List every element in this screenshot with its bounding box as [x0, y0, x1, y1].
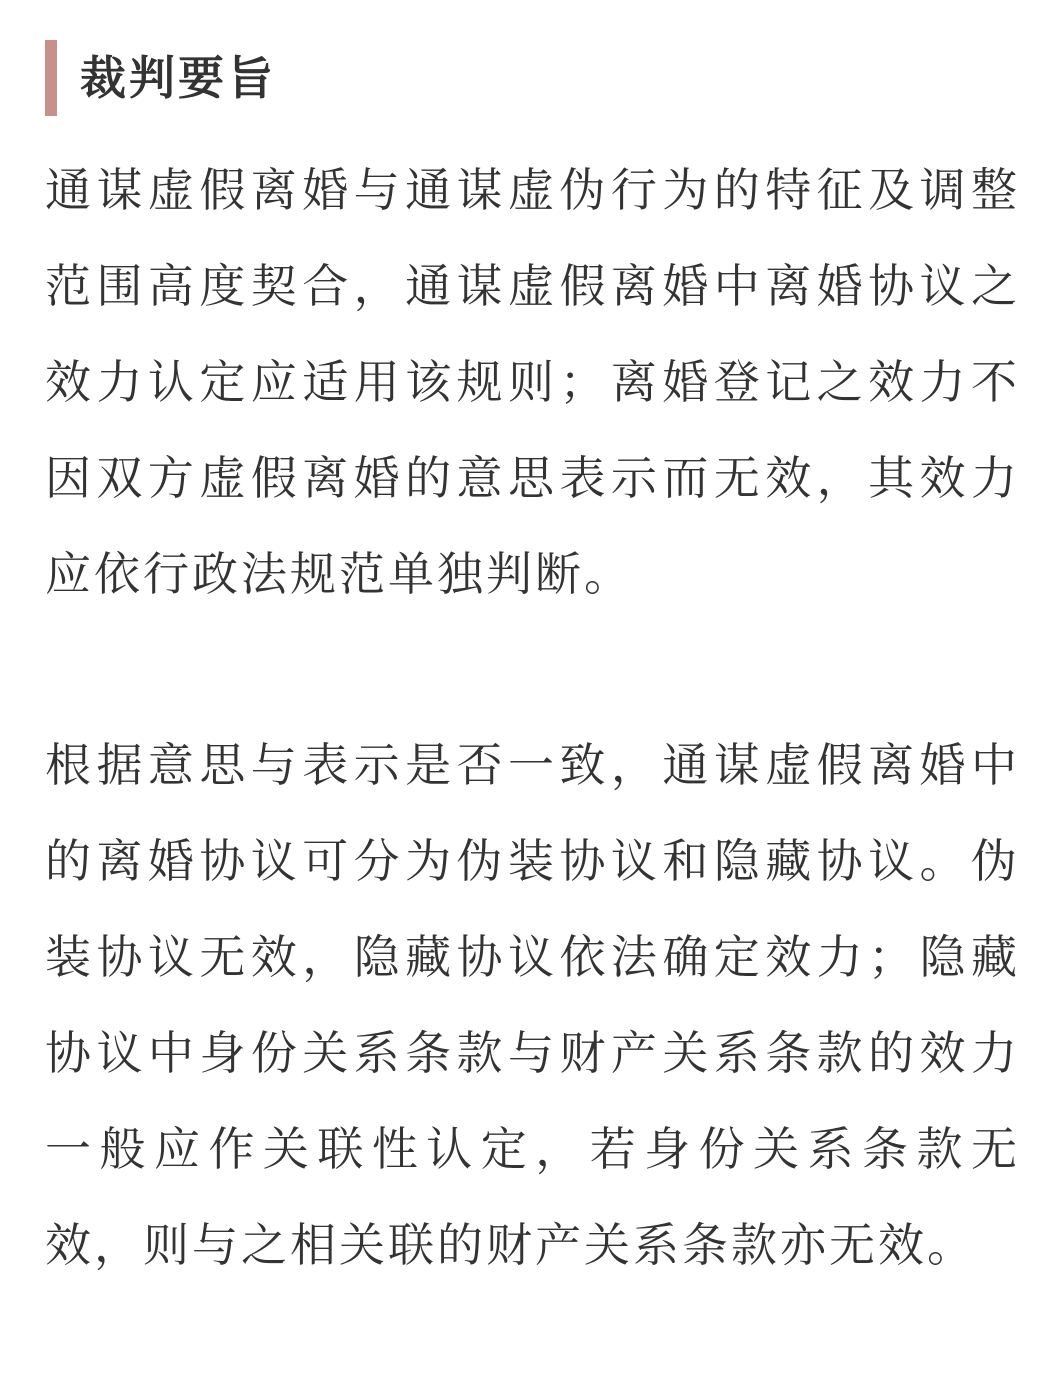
- paragraph-2: [45, 717, 1020, 1293]
- paragraph-line: 通谋虚假离婚与通谋虚伪行为的特征及调整: [45, 163, 1020, 217]
- paragraph-line: 范围高度契合，通谋虚假离婚中离婚协议之: [45, 259, 1020, 313]
- paragraph-line: 根据意思与表示是否一致，通谋虚假离婚中: [45, 738, 1020, 792]
- paragraph-line: 效，则与之相关联的财产关系条款亦无效。: [45, 1218, 976, 1272]
- paragraph-line: 因双方虚假离婚的意思表示而无效，其效力: [45, 451, 1020, 505]
- paragraph-line: 应依行政法规范单独判断。: [45, 547, 633, 601]
- paragraph-line: 一般应作关联性认定，若身份关系条款无: [45, 1122, 1020, 1176]
- paragraph-line: 协议中身份关系条款与财产关系条款的效力: [45, 1026, 1020, 1080]
- paragraph-1: [45, 142, 1020, 622]
- heading-accent-bar: [45, 40, 57, 116]
- paragraph-line: 装协议无效，隐藏协议依法确定效力；隐藏: [45, 930, 1020, 984]
- paragraph-line: 的离婚协议可分为伪装协议和隐藏协议。伪: [45, 834, 1020, 888]
- paragraph-line: 效力认定应适用该规则；离婚登记之效力不: [45, 355, 1020, 409]
- section-heading: 裁判要旨: [80, 51, 276, 105]
